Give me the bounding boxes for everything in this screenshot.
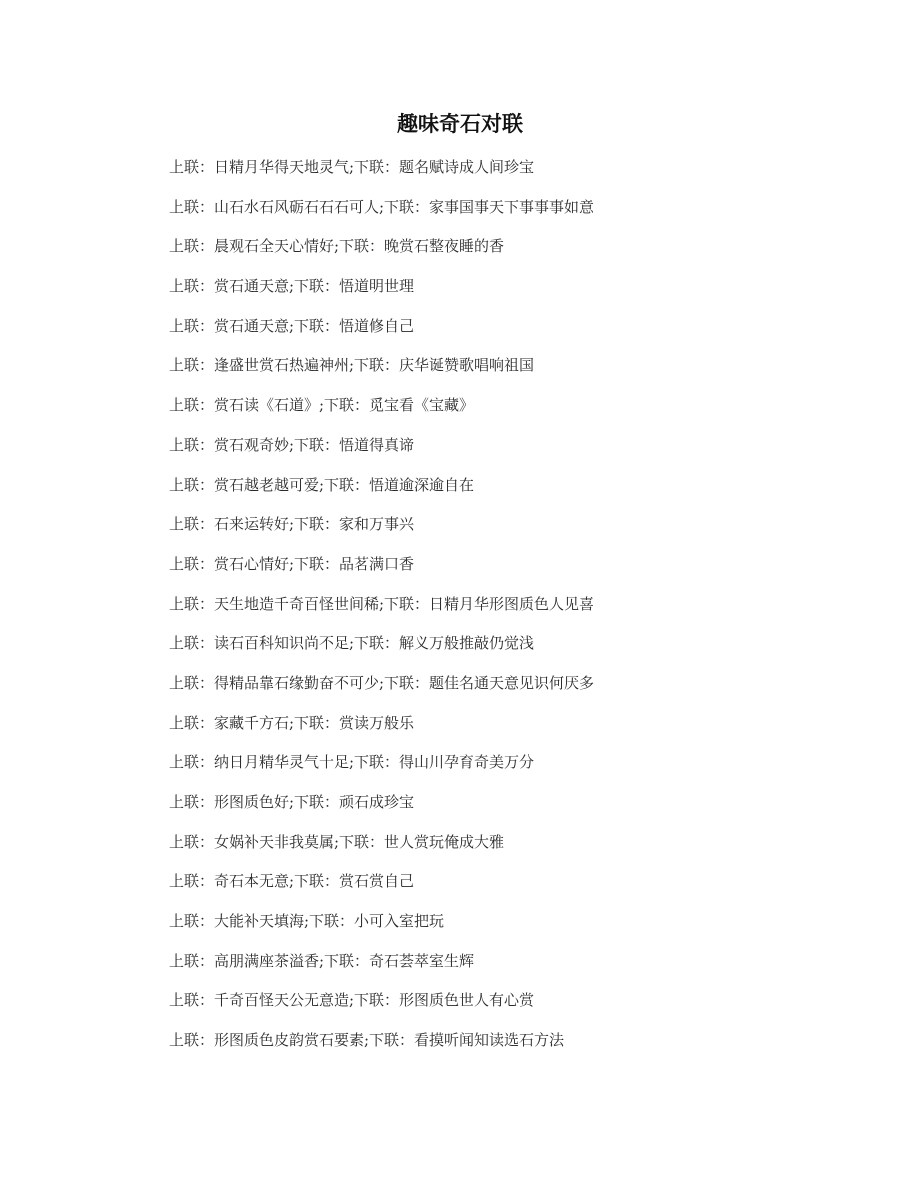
couplet-line: 上联：千奇百怪天公无意造;下联：形图质色世人有心赏 (169, 991, 535, 1010)
couplet-line: 上联：赏石观奇妙;下联：悟道得真谛 (169, 435, 415, 454)
couplet-line: 上联：形图质色皮韵赏石要素;下联：看摸听闻知读选石方法 (169, 1031, 565, 1050)
couplet-line: 上联：高朋满座茶溢香;下联：奇石荟萃室生辉 (169, 951, 475, 970)
couplet-line: 上联：日精月华得天地灵气;下联：题名赋诗成人间珍宝 (169, 158, 535, 176)
couplet-line: 上联：形图质色好;下联：顽石成珍宝 (169, 793, 415, 811)
couplet-line: 上联：女娲补天非我莫属;下联：世人赏玩俺成大雅 (169, 832, 505, 851)
couplet-line: 上联：天生地造千奇百怪世间稀;下联：日精月华形图质色人见喜 (169, 594, 595, 613)
couplet-line: 上联：赏石越老越可爱;下联：悟道逾深逾自在 (169, 475, 475, 494)
couplet-line: 上联：纳日月精华灵气十足;下联：得山川孕育奇美万分 (169, 753, 535, 772)
couplet-line: 上联：晨观石全天心情好;下联：晚赏石整夜睡的香 (169, 237, 505, 256)
couplet-line: 上联：读石百科知识尚不足;下联：解义万般推敲仍觉浅 (169, 634, 535, 653)
couplet-line: 上联：奇石本无意;下联：赏石赏自己 (169, 872, 415, 891)
document-title: 趣味奇石对联 (397, 111, 523, 136)
couplet-line: 上联：山石水石风砺石石石可人;下联：家事国事天下事事事如意 (169, 197, 595, 216)
couplet-line: 上联：大能补天填海;下联：小可入室把玩 (169, 912, 445, 931)
couplet-line: 上联：赏石通天意;下联：悟道明世理 (169, 277, 415, 296)
couplet-line: 上联：赏石读《石道》;下联：觅宝看《宝藏》 (169, 396, 475, 415)
couplet-list (169, 154, 809, 1067)
couplet-line: 上联：家藏千方石;下联：赏读万般乐 (169, 713, 415, 732)
couplet-line: 上联：赏石心情好;下联：品茗满口香 (169, 554, 415, 573)
couplet-line: 上联：赏石通天意;下联：悟道修自己 (169, 316, 415, 335)
couplet-line: 上联：得精品靠石缘勤奋不可少;下联：题佳名通天意见识何厌多 (169, 673, 595, 692)
couplet-line: 上联：石来运转好;下联：家和万事兴 (169, 515, 415, 534)
couplet-line: 上联：逢盛世赏石热遍神州;下联：庆华诞赞歌唱响祖国 (169, 356, 535, 375)
